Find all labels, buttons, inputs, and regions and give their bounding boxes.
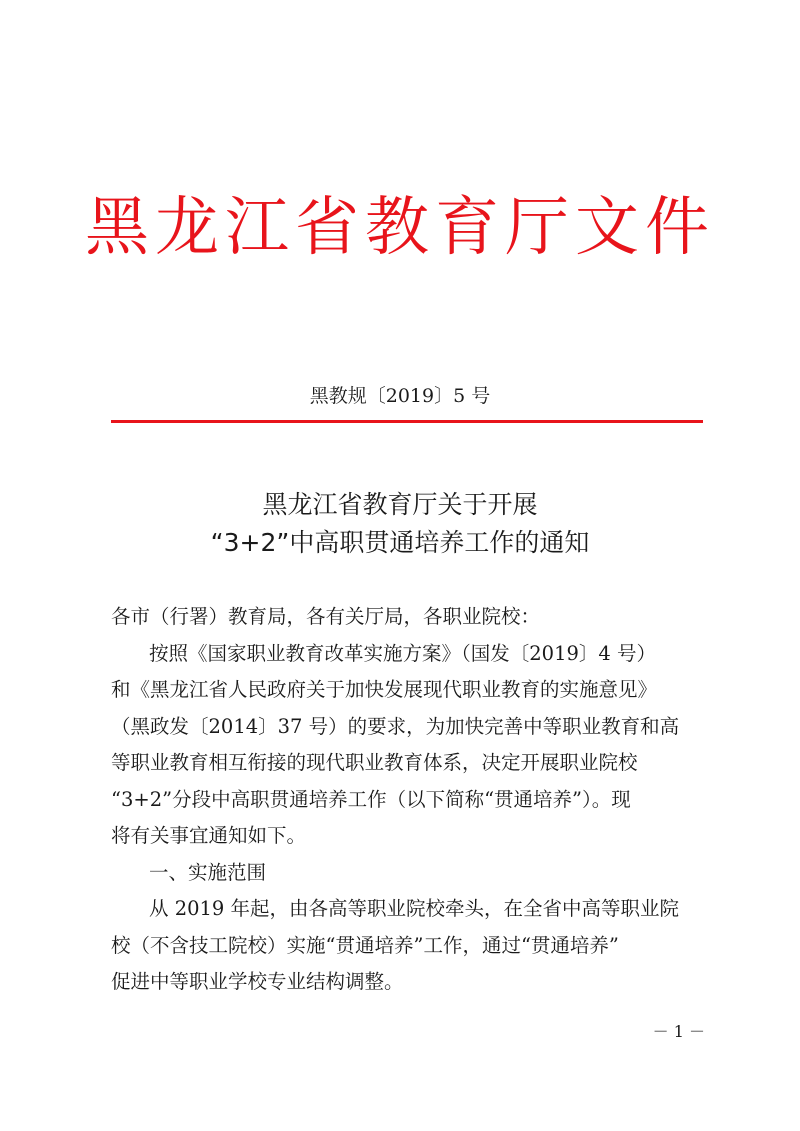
title-line-1: 黑龙江省教育厅关于开展: [262, 490, 538, 519]
document-number: 黑教规〔2019〕5 号: [309, 385, 491, 407]
paragraph-1-line: 等职业教育相互衔接的现代职业教育体系，决定开展职业院校: [111, 751, 638, 774]
section-heading: 一、实施范围: [149, 860, 267, 884]
red-separator-rule: [111, 420, 703, 423]
paragraph-1-line: “3+2”分段中高职贯通培养工作（以下简称“贯通培养”）。现: [111, 787, 631, 811]
paragraph-2-line: 校（不含技工院校）实施“贯通培养”工作，通过“贯通培养”: [111, 933, 619, 957]
paragraph-1-line: 按照《国家职业教育改革实施方案》（国发〔2019〕4 号）: [149, 641, 656, 665]
salutation: 各市（行署）教育局，各有关厅局，各职业院校：: [111, 605, 541, 628]
document-masthead: 黑龙江省教育厅文件: [85, 191, 715, 265]
paragraph-2-line: 促进中等职业学校专业结构调整。: [111, 970, 404, 993]
paragraph-2-line: 从 2019 年起，由各高等职业院校牵头，在全省中高等职业院: [149, 897, 680, 920]
paragraph-1-line: 和《黑龙江省人民政府关于加快发展现代职业教育的实施意见》: [111, 678, 658, 701]
page-number: － 1 －: [652, 1022, 705, 1041]
document-body: [111, 599, 711, 1001]
title-line-2: “3+2”中高职贯通培养工作的通知: [210, 528, 590, 557]
paragraph-1-line: 将有关事宜通知如下。: [111, 824, 307, 847]
document-title: [0, 486, 800, 562]
paragraph-1-line: （黑政发〔2014〕37 号）的要求，为加快完善中等职业教育和高: [111, 714, 680, 738]
